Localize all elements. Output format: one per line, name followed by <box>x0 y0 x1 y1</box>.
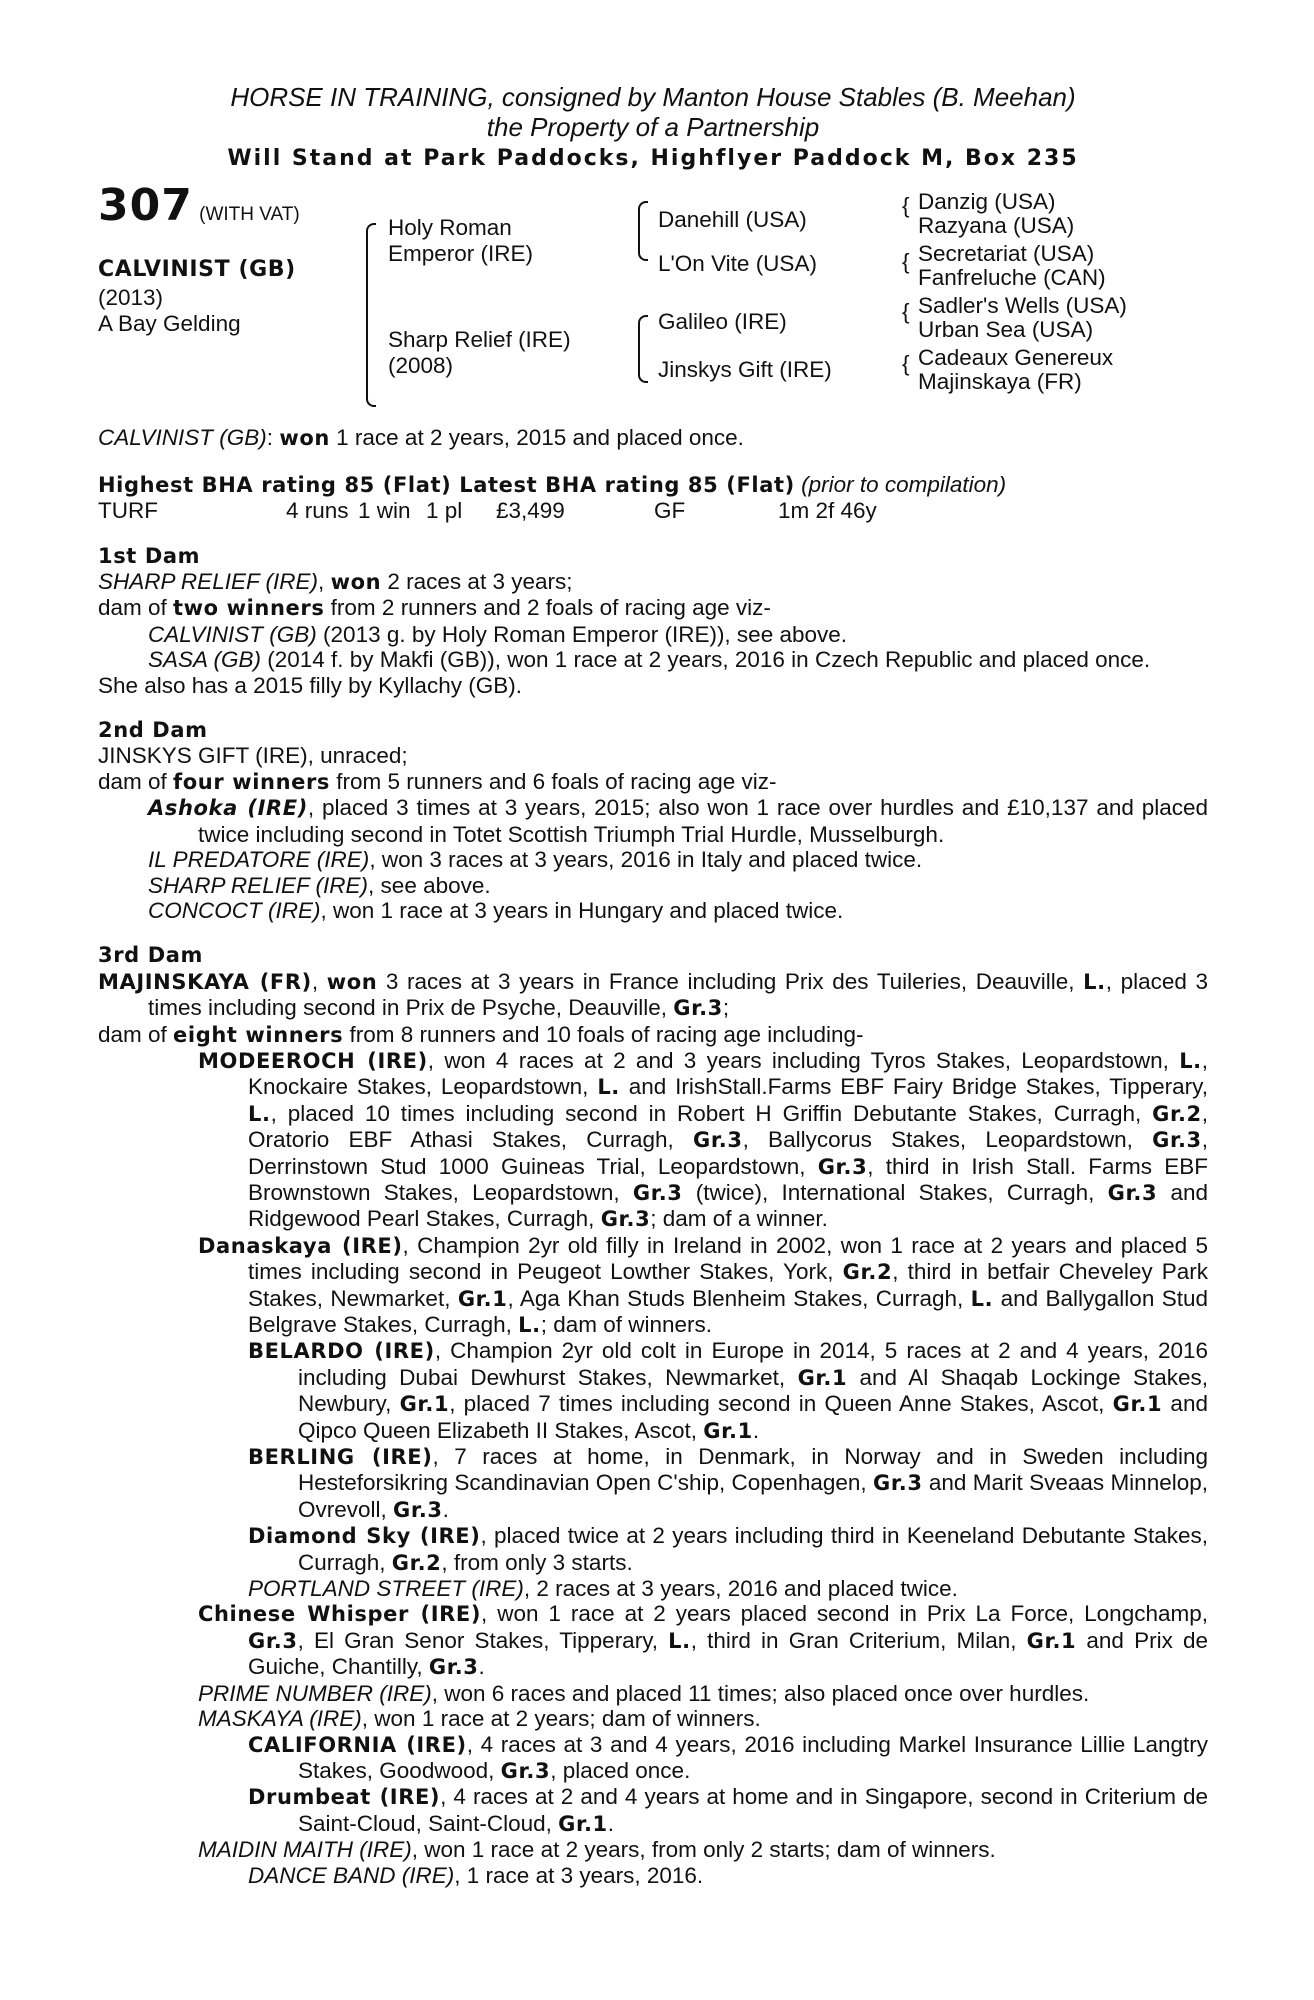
text-run: , 4 races at 3 and 4 years, 2016 including Markel Insurance Lillie Langtry Stakes, Goodwood, <box>298 1731 1208 1783</box>
text-run: , placed 10 times including second in Robert H Griffin Debutante Stakes, Curragh, <box>270 1100 1153 1126</box>
third-dam-produce-line <box>98 1022 1208 1048</box>
first-dam-line <box>98 569 1208 595</box>
text-run: PRIME NUMBER (IRE) <box>198 1680 432 1706</box>
text-run: MAIDIN MAITH (IRE) <box>198 1837 412 1863</box>
ggp-3: Secretariat (USA) <box>918 241 1095 267</box>
ggp-brace-1: { <box>902 193 910 219</box>
text-run: , Aga Khan Studs Blenheim Stakes, Curragh, <box>507 1285 971 1311</box>
horse-name: CALVINIST (GB) <box>98 257 296 283</box>
third-dam-heading: 3rd Dam <box>98 943 203 968</box>
text-run: and Ridgewood Pearl Stakes, Curragh, <box>248 1179 1208 1232</box>
text-run: L. <box>597 1075 620 1100</box>
first-dam-produce-line <box>98 595 1208 621</box>
vat-label: (WITH VAT) <box>199 204 300 226</box>
text-run: , placed 7 times including second in Queen Anne Stakes, Ascot, <box>449 1391 1113 1417</box>
text-run: Gr.3 <box>872 1471 923 1496</box>
text-run: 3 races at 3 years in France including Prix des Tuileries, Deauville, <box>377 968 1084 994</box>
first-dam-produce-2 <box>98 647 1208 672</box>
text-run: Gr.3 <box>693 1128 743 1153</box>
text-run: . <box>478 1654 485 1680</box>
text-run: 2 races at 3 years; <box>381 569 573 595</box>
sire-line2: Emperor (IRE) <box>388 241 534 267</box>
text-run: L. <box>970 1286 994 1311</box>
ggp-2: Razyana (USA) <box>918 213 1075 239</box>
text-run: , Champion 2yr old colt in Europe in 2014, 5 races at 2 and 4 years, 2016 including Dubai Dewhurst Stakes, Newmarket, <box>298 1338 1208 1390</box>
text-run: ; dam of winners. <box>540 1312 713 1337</box>
text-run: , third in Irish Stall. Farms EBF Brownstown Stakes, Leopardstown, <box>248 1153 1208 1205</box>
produce-california <box>98 1732 1208 1785</box>
produce-drumbeat <box>98 1784 1208 1837</box>
text-run: Highest BHA rating 85 (Flat) Latest BHA rating 85 (Flat) <box>98 472 795 497</box>
ggp-brace-3: { <box>902 299 910 325</box>
text-run: and Al Shaqab Lockinge Stakes, Newbury, <box>298 1364 1208 1417</box>
text-run: . <box>607 1810 614 1836</box>
text-run: SHARP RELIEF (IRE) <box>98 569 319 595</box>
foaling-year: (2013) <box>98 285 164 311</box>
text-run: L. <box>1179 1048 1202 1073</box>
text-run: Gr.1 <box>399 1392 450 1417</box>
text-run: CONCOCT (IRE) <box>148 897 321 923</box>
text-run: Gr.1 <box>703 1418 753 1443</box>
text-run: BELARDO (IRE) <box>248 1339 435 1364</box>
produce-maskaya <box>98 1706 1208 1731</box>
text-run: , won 1 race at 2 years; dam of winners. <box>361 1706 761 1732</box>
produce-danaskaya <box>98 1233 1208 1339</box>
text-run: from 5 runners and 6 foals of racing age viz- <box>330 768 777 794</box>
second-dam-produce-4 <box>98 898 1208 923</box>
ggp-4: Fanfreluche (CAN) <box>918 265 1106 291</box>
text-run: Gr.1 <box>797 1365 848 1390</box>
text-run: , El Gran Senor Stakes, Tipperary, <box>297 1627 669 1653</box>
text-run: 1 pl <box>426 498 463 524</box>
second-dam-produce-line <box>98 769 1208 795</box>
granddam-paternal: L'On Vite (USA) <box>658 251 817 277</box>
text-run: four winners <box>173 769 331 794</box>
text-run: , won 4 races at 2 and 3 years including Tyros Stakes, Leopardstown, <box>427 1047 1180 1073</box>
text-run: won <box>330 570 382 595</box>
text-run: 1 race at 2 years, 2015 and placed once. <box>329 425 744 451</box>
text-run: and IrishStall.Farms EBF Fairy Bridge Stakes, Tipperary, <box>619 1074 1208 1100</box>
text-run: Gr.1 <box>558 1811 608 1836</box>
text-run: , third in Gran Criterium, Milan, <box>690 1627 1027 1653</box>
first-dam-produce-1 <box>98 622 1208 647</box>
text-run: (prior to compilation) <box>801 471 1007 497</box>
text-run: , see above. <box>368 872 491 898</box>
text-run: two winners <box>173 596 325 621</box>
text-run: Gr.3 <box>248 1628 298 1653</box>
text-run: SASA (GB) <box>148 647 261 673</box>
second-dam-produce-2 <box>98 847 1208 872</box>
text-run: Gr.3 <box>1107 1180 1158 1205</box>
text-run: MODEEROCH (IRE) <box>198 1048 428 1073</box>
produce-diamond-sky <box>98 1523 1208 1576</box>
ggp-8: Majinskaya (FR) <box>918 369 1082 395</box>
dam-parents-brace <box>638 315 648 383</box>
ggp-brace-4: { <box>902 351 910 377</box>
text-run: 1 win <box>358 498 411 524</box>
text-run: and Qipco Queen Elizabeth II Stakes, Ascot, <box>298 1391 1208 1443</box>
pedigree-block <box>98 180 1208 425</box>
text-run: Diamond Sky (IRE) <box>248 1524 481 1549</box>
text-run: Gr.3 <box>817 1154 868 1179</box>
text-run: BERLING (IRE) <box>248 1445 433 1470</box>
property-line: the Property of a Partnership <box>486 112 820 142</box>
text-run: , Derrinstown Stud 1000 Guineas Trial, Leopardstown, <box>248 1127 1208 1179</box>
text-run: Danaskaya (IRE) <box>198 1233 403 1258</box>
text-run: Gr.3 <box>632 1180 683 1205</box>
text-run: from 8 runners and 10 foals of racing age including- <box>343 1021 864 1047</box>
second-dam-produce-3 <box>98 873 1208 898</box>
second-dam-produce-1 <box>98 795 1208 847</box>
race-summary: CALVINIST (GB): won 1 race at 2 years, 2015 and placed once. <box>98 425 744 451</box>
text-run: , Ballycorus Stakes, Leopardstown, <box>742 1127 1153 1153</box>
text-run: 4 runs <box>286 498 349 524</box>
text-run: Gr.3 <box>500 1758 551 1783</box>
text-run: dam of <box>98 1021 174 1047</box>
text-run: , third in betfair Cheveley Park Stakes, Newmarket, <box>248 1259 1208 1311</box>
second-dam-heading: 2nd Dam <box>98 718 208 743</box>
grandsire-paternal: Danehill (USA) <box>658 207 807 233</box>
text-run: , won 3 races at 3 years, 2016 in Italy and placed twice. <box>369 847 923 873</box>
text-run: won <box>326 969 378 994</box>
text-run: , 2 races at 3 years, 2016 and placed twice. <box>523 1576 958 1602</box>
text-run: GF <box>654 498 686 524</box>
text-run: and Prix de Guiche, Chantilly, <box>248 1627 1208 1680</box>
turf-record <box>98 498 1208 523</box>
text-run: from 2 runners and 2 foals of racing age viz- <box>324 595 771 621</box>
produce-maidin-maith <box>98 1837 1208 1862</box>
text-run: ; dam of a winner. <box>650 1206 828 1232</box>
text-run: Gr.2 <box>391 1550 442 1575</box>
text-run: Gr.3 <box>1152 1128 1202 1153</box>
text-run: . <box>442 1496 449 1522</box>
text-run: Gr.2 <box>842 1260 893 1285</box>
text-run: , won 1 race at 2 years, from only 2 starts; dam of winners. <box>411 1837 996 1863</box>
text-run: CALVINIST (GB) <box>148 621 317 647</box>
text-run: Drumbeat (IRE) <box>248 1785 441 1810</box>
first-dam-note: She also has a 2015 filly by Kyllachy (GB). <box>98 672 522 698</box>
text-run: TURF <box>98 498 158 524</box>
text-run: DANCE BAND (IRE) <box>248 1862 455 1888</box>
text-run: and Marit Sveaas Minnelop, Ovrevoll, <box>298 1470 1208 1522</box>
lot-number-line <box>98 180 300 232</box>
ggp-1: Danzig (USA) <box>918 189 1056 215</box>
text-run: L. <box>1083 969 1106 994</box>
dam-line1: Sharp Relief (IRE) <box>388 327 571 353</box>
dam-line2: (2008) <box>388 353 454 379</box>
ggp-7: Cadeaux Genereux <box>918 345 1114 371</box>
text-run: and Ballygallon Stud Belgrave Stakes, Curragh, <box>248 1285 1209 1337</box>
third-dam-line: MAJINSKAYA (FR), won 3 races at 3 years in France including Prix des Tuileries, Deauville, L., placed 3 times including second in Prix de Psyche, Deauville, Gr.3; <box>98 968 1208 1021</box>
consignor-line: HORSE IN TRAINING, consigned by Manton House Stables (B. Meehan) <box>230 82 1076 112</box>
text-run: (twice), International Stakes, Curragh, <box>682 1179 1108 1205</box>
text-run: (2013 g. by Holy Roman Emperor (IRE)), see above. <box>316 621 848 647</box>
text-run: SHARP RELIEF (IRE) <box>148 872 369 898</box>
produce-belardo <box>98 1338 1208 1444</box>
text-run: Chinese Whisper (IRE) <box>198 1602 482 1627</box>
granddam-maternal: Jinskys Gift (IRE) <box>658 357 832 383</box>
produce-berling <box>98 1444 1208 1523</box>
text-run: , placed 3 times at 3 years, 2015; also won 1 race over hurdles and £10,137 and placed twice including second in Totet Scottish Triumph Trial Hurdle, Musselburgh. <box>198 795 1209 847</box>
text-run: Ashoka (IRE) <box>148 796 308 821</box>
text-run: , placed 3 times including second in Prix de Psyche, Deauville, <box>148 968 1208 1021</box>
text-run: , Champion 2yr old filly in Ireland in 2002, won 1 race at 2 years and placed 5 times including second in Peugeot Lowther Stakes, York, <box>248 1232 1208 1285</box>
text-run: L. <box>668 1628 691 1653</box>
text-run: 1m 2f 46y <box>778 498 877 524</box>
text-run: ; <box>722 995 730 1021</box>
text-run: IL PREDATORE (IRE) <box>148 847 370 873</box>
text-run: Gr.1 <box>1026 1628 1077 1653</box>
text-run: , <box>318 569 331 595</box>
text-run: , 7 races at home, in Denmark, in Norway and in Sweden including Hesteforsikring Scandinavian Open C'ship, Copenhagen, <box>298 1444 1208 1496</box>
text-run: PORTLAND STREET (IRE) <box>248 1576 524 1602</box>
second-dam-line: JINSKYS GIFT (IRE), unraced; <box>98 743 408 769</box>
text-run: Gr.3 <box>600 1207 651 1232</box>
text-run: , won 6 races and placed 11 times; also placed once over hurdles. <box>431 1680 1090 1706</box>
sire-dam-brace <box>366 223 376 407</box>
horse-description: A Bay Gelding <box>98 311 241 337</box>
text-run: , 4 races at 2 and 4 years at home and in Singapore, second in Criterium de Saint-Cloud, Saint-Cloud, <box>298 1784 1208 1836</box>
text-run: Gr.3 <box>673 996 723 1021</box>
text-run: , from only 3 starts. <box>441 1549 633 1575</box>
text-run: Gr.3 <box>428 1655 479 1680</box>
text-run: eight winners <box>173 1022 344 1047</box>
produce-dance-band <box>98 1863 1208 1888</box>
text-run: , placed once. <box>550 1757 691 1783</box>
text-run: (2014 f. by Makfi (GB)), won 1 race at 2 years, 2016 in Czech Republic and placed once. <box>260 647 1151 673</box>
sire-parents-brace <box>638 201 648 261</box>
text-run: L. <box>518 1313 541 1337</box>
text-run: Gr.1 <box>457 1286 508 1311</box>
ggp-6: Urban Sea (USA) <box>918 317 1094 343</box>
text-run: Gr.3 <box>393 1497 443 1522</box>
text-run: . <box>752 1417 760 1443</box>
grandsire-maternal: Galileo (IRE) <box>658 309 787 335</box>
text-run: dam of <box>98 595 174 621</box>
text-run: MASKAYA (IRE) <box>198 1706 362 1732</box>
text-run: £3,499 <box>496 498 565 524</box>
text-run: dam of <box>98 768 174 794</box>
sire-line1: Holy Roman <box>388 215 512 241</box>
text-run: MAJINSKAYA (FR) <box>98 969 312 994</box>
text-run: , Oratorio EBF Athasi Stakes, Curragh, <box>248 1100 1208 1153</box>
text-run: Gr.1 <box>1112 1392 1163 1417</box>
text-run: CALIFORNIA (IRE) <box>248 1732 467 1757</box>
text-run: , won 1 race at 3 years in Hungary and placed twice. <box>320 897 844 923</box>
lot-number: 307 <box>98 180 193 232</box>
ggp-5: Sadler's Wells (USA) <box>918 293 1127 319</box>
text-run: Gr.2 <box>1152 1101 1202 1126</box>
text-run: , Knockaire Stakes, Leopardstown, <box>248 1047 1209 1100</box>
text-run: CALVINIST (GB) <box>98 425 267 451</box>
stand-location: Will Stand at Park Paddocks, Highflyer Paddock M, Box 235 <box>227 146 1079 171</box>
text-run: won <box>279 426 330 451</box>
produce-modeeroch <box>98 1048 1208 1233</box>
catalogue-page <box>98 82 1208 1888</box>
first-dam-heading: 1st Dam <box>98 543 201 568</box>
ggp-brace-2: { <box>902 249 910 275</box>
text-run: , 1 race at 3 years, 2016. <box>454 1862 704 1888</box>
produce-prime-number <box>98 1681 1208 1706</box>
rating-line <box>98 472 1208 498</box>
text-run: , placed twice at 2 years including third in Keeneland Debutante Stakes, Curragh, <box>298 1523 1209 1575</box>
text-run: , won 1 race at 2 years placed second in Prix La Force, Longchamp, <box>481 1601 1208 1627</box>
produce-portland-street <box>98 1576 1208 1601</box>
produce-chinese-whisper <box>98 1601 1208 1680</box>
text-run: L. <box>248 1101 271 1126</box>
